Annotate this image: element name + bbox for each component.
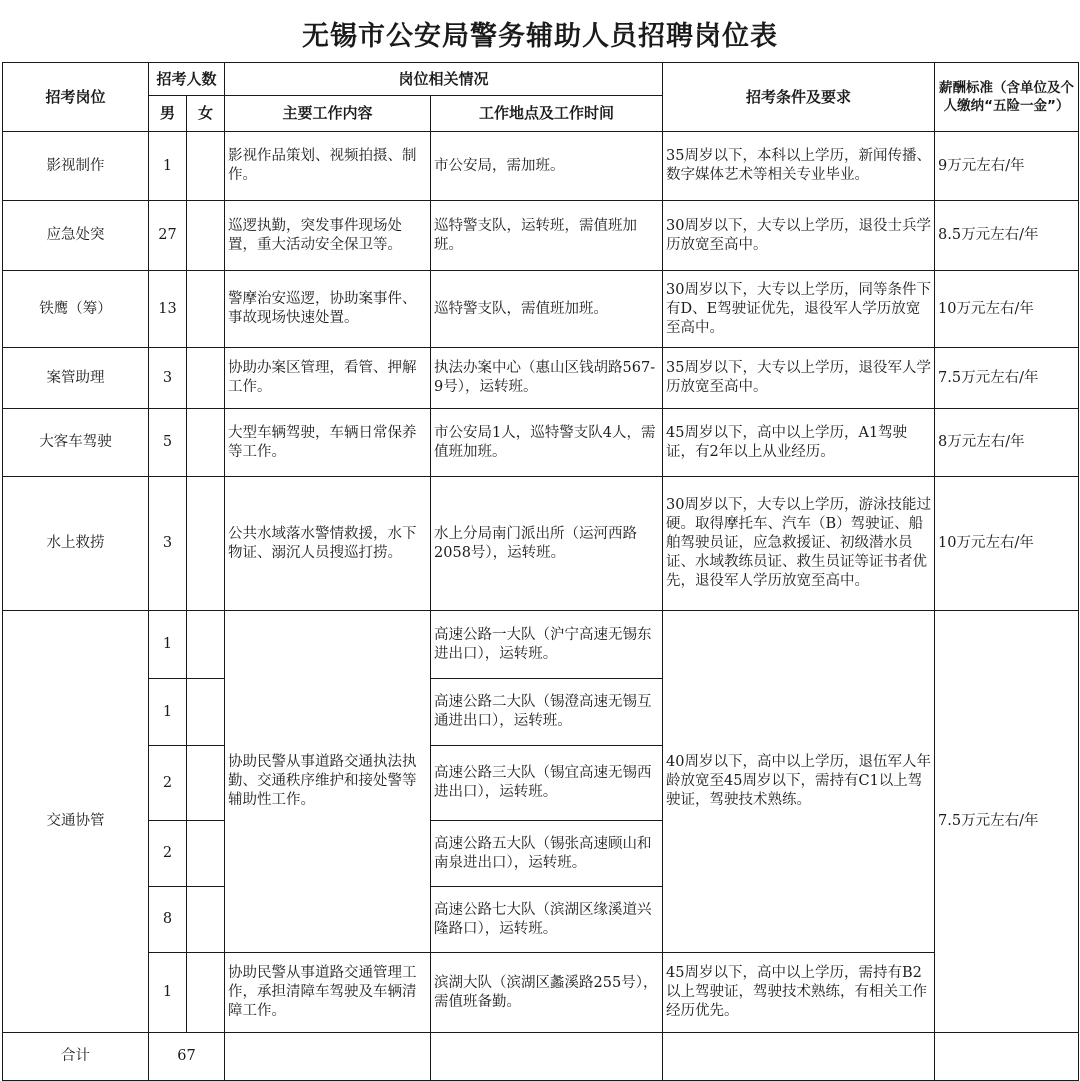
header-female: 女 (187, 96, 225, 132)
cell-requirements: 40周岁以下，高中以上学历，退伍军人年龄放宽至45周岁以下，需持有C1以上驾驶证，驾驶技术熟练。 (663, 611, 935, 953)
cell-female (187, 477, 225, 611)
header-salary: 薪酬标准（含单位及个人缴纳“五险一金”） (935, 63, 1079, 132)
cell-location: 高速公路七大队（滨湖区缘溪道兴隆路口），运转班。 (431, 887, 663, 953)
cell-requirements: 45周岁以下，高中以上学历，需持有B2以上驾驶证，驾驶技术熟练，有相关工作经历优先。 (663, 953, 935, 1033)
header-position-info: 岗位相关情况 (225, 63, 663, 96)
cell-position: 案管助理 (3, 348, 149, 409)
header-male: 男 (149, 96, 187, 132)
cell-empty (225, 1033, 431, 1081)
cell-requirements: 45周岁以下，高中以上学历，A1驾驶证，有2年以上从业经历。 (663, 409, 935, 477)
header-count: 招考人数 (149, 63, 225, 96)
cell-location: 滨湖大队（滨湖区蠡溪路255号），需值班备勤。 (431, 953, 663, 1033)
recruitment-table (2, 62, 1079, 1081)
cell-salary: 9万元左右/年 (935, 132, 1079, 201)
cell-male: 2 (149, 821, 187, 887)
cell-position: 大客车驾驶 (3, 409, 149, 477)
cell-male: 3 (149, 348, 187, 409)
header-position: 招考岗位 (3, 63, 149, 132)
cell-location: 执法办案中心（惠山区钱胡路567-9号），运转班。 (431, 348, 663, 409)
cell-salary: 10万元左右/年 (935, 271, 1079, 348)
cell-location: 高速公路二大队（锡澄高速无锡互通进出口），运转班。 (431, 679, 663, 746)
cell-duties: 公共水域落水警情救援，水下物证、溺沉人员搜巡打捞。 (225, 477, 431, 611)
cell-male: 1 (149, 611, 187, 679)
cell-location: 巡特警支队，需值班加班。 (431, 271, 663, 348)
cell-duties: 警摩治安巡逻，协助案事件、事故现场快速处置。 (225, 271, 431, 348)
cell-female (187, 271, 225, 348)
cell-male: 2 (149, 746, 187, 821)
table-row (3, 611, 1079, 679)
cell-duties: 影视作品策划、视频拍摄、制作。 (225, 132, 431, 201)
cell-female (187, 821, 225, 887)
cell-salary: 10万元左右/年 (935, 477, 1079, 611)
table-row (3, 348, 1079, 409)
cell-empty (663, 1033, 935, 1081)
total-label: 合计 (3, 1033, 149, 1081)
cell-male: 3 (149, 477, 187, 611)
header-requirements: 招考条件及要求 (663, 63, 935, 132)
cell-male: 1 (149, 132, 187, 201)
cell-location: 市公安局，需加班。 (431, 132, 663, 201)
cell-empty (935, 1033, 1079, 1081)
cell-requirements: 30周岁以下，大专以上学历，退役士兵学历放宽至高中。 (663, 201, 935, 271)
cell-female (187, 887, 225, 953)
cell-location: 水上分局南门派出所（运河西路2058号），运转班。 (431, 477, 663, 611)
table-row (3, 409, 1079, 477)
cell-location: 高速公路五大队（锡张高速顾山和南泉进出口），运转班。 (431, 821, 663, 887)
table-row (3, 953, 1079, 1033)
cell-position: 水上救捞 (3, 477, 149, 611)
table-row (3, 201, 1079, 271)
header-location: 工作地点及工作时间 (431, 96, 663, 132)
cell-female (187, 746, 225, 821)
total-count: 67 (149, 1033, 225, 1081)
header-duties: 主要工作内容 (225, 96, 431, 132)
cell-location: 高速公路一大队（沪宁高速无锡东进出口），运转班。 (431, 611, 663, 679)
cell-male: 1 (149, 679, 187, 746)
table-row (3, 132, 1079, 201)
cell-requirements: 30周岁以下，大专以上学历，游泳技能过硬。取得摩托车、汽车（B）驾驶证、船舶驾驶员证，应急救援证、初级潜水员证、水域教练员证、救生员证等证书者优先，退役军人学历放宽至高中。 (663, 477, 935, 611)
table-row (3, 477, 1079, 611)
cell-duties: 巡逻执勤，突发事件现场处置，重大活动安全保卫等。 (225, 201, 431, 271)
cell-salary: 7.5万元左右/年 (935, 348, 1079, 409)
cell-requirements: 35周岁以下，大专以上学历，退役军人学历放宽至高中。 (663, 348, 935, 409)
cell-duties: 协助办案区管理，看管、押解工作。 (225, 348, 431, 409)
cell-salary: 8万元左右/年 (935, 409, 1079, 477)
cell-duties: 协助民警从事道路交通管理工作，承担清障车驾驶及车辆清障工作。 (225, 953, 431, 1033)
cell-position: 交通协管 (3, 611, 149, 1033)
cell-empty (431, 1033, 663, 1081)
cell-male: 13 (149, 271, 187, 348)
cell-position: 应急处突 (3, 201, 149, 271)
cell-female (187, 953, 225, 1033)
cell-location: 高速公路三大队（锡宜高速无锡西进出口），运转班。 (431, 746, 663, 821)
cell-female (187, 201, 225, 271)
cell-location: 巡特警支队，运转班，需值班加班。 (431, 201, 663, 271)
cell-female (187, 132, 225, 201)
cell-male: 5 (149, 409, 187, 477)
cell-female (187, 409, 225, 477)
cell-female (187, 611, 225, 679)
cell-male: 1 (149, 953, 187, 1033)
total-row (3, 1033, 1079, 1081)
cell-male: 8 (149, 887, 187, 953)
cell-female (187, 679, 225, 746)
cell-duties: 大型车辆驾驶，车辆日常保养等工作。 (225, 409, 431, 477)
cell-requirements: 30周岁以下，大专以上学历，同等条件下有D、E驾驶证优先，退役军人学历放宽至高中。 (663, 271, 935, 348)
cell-female (187, 348, 225, 409)
cell-position: 铁鹰（筹） (3, 271, 149, 348)
cell-salary: 8.5万元左右/年 (935, 201, 1079, 271)
cell-location: 市公安局1人，巡特警支队4人，需值班加班。 (431, 409, 663, 477)
cell-male: 27 (149, 201, 187, 271)
cell-position: 影视制作 (3, 132, 149, 201)
page-title: 无锡市公安局警务辅助人员招聘岗位表 (302, 21, 778, 52)
cell-duties: 协助民警从事道路交通执法执勤、交通秩序维护和接处警等辅助性工作。 (225, 611, 431, 953)
cell-salary: 7.5万元左右/年 (935, 611, 1079, 1033)
table-row (3, 271, 1079, 348)
cell-requirements: 35周岁以下，本科以上学历，新闻传播、数字媒体艺术等相关专业毕业。 (663, 132, 935, 201)
